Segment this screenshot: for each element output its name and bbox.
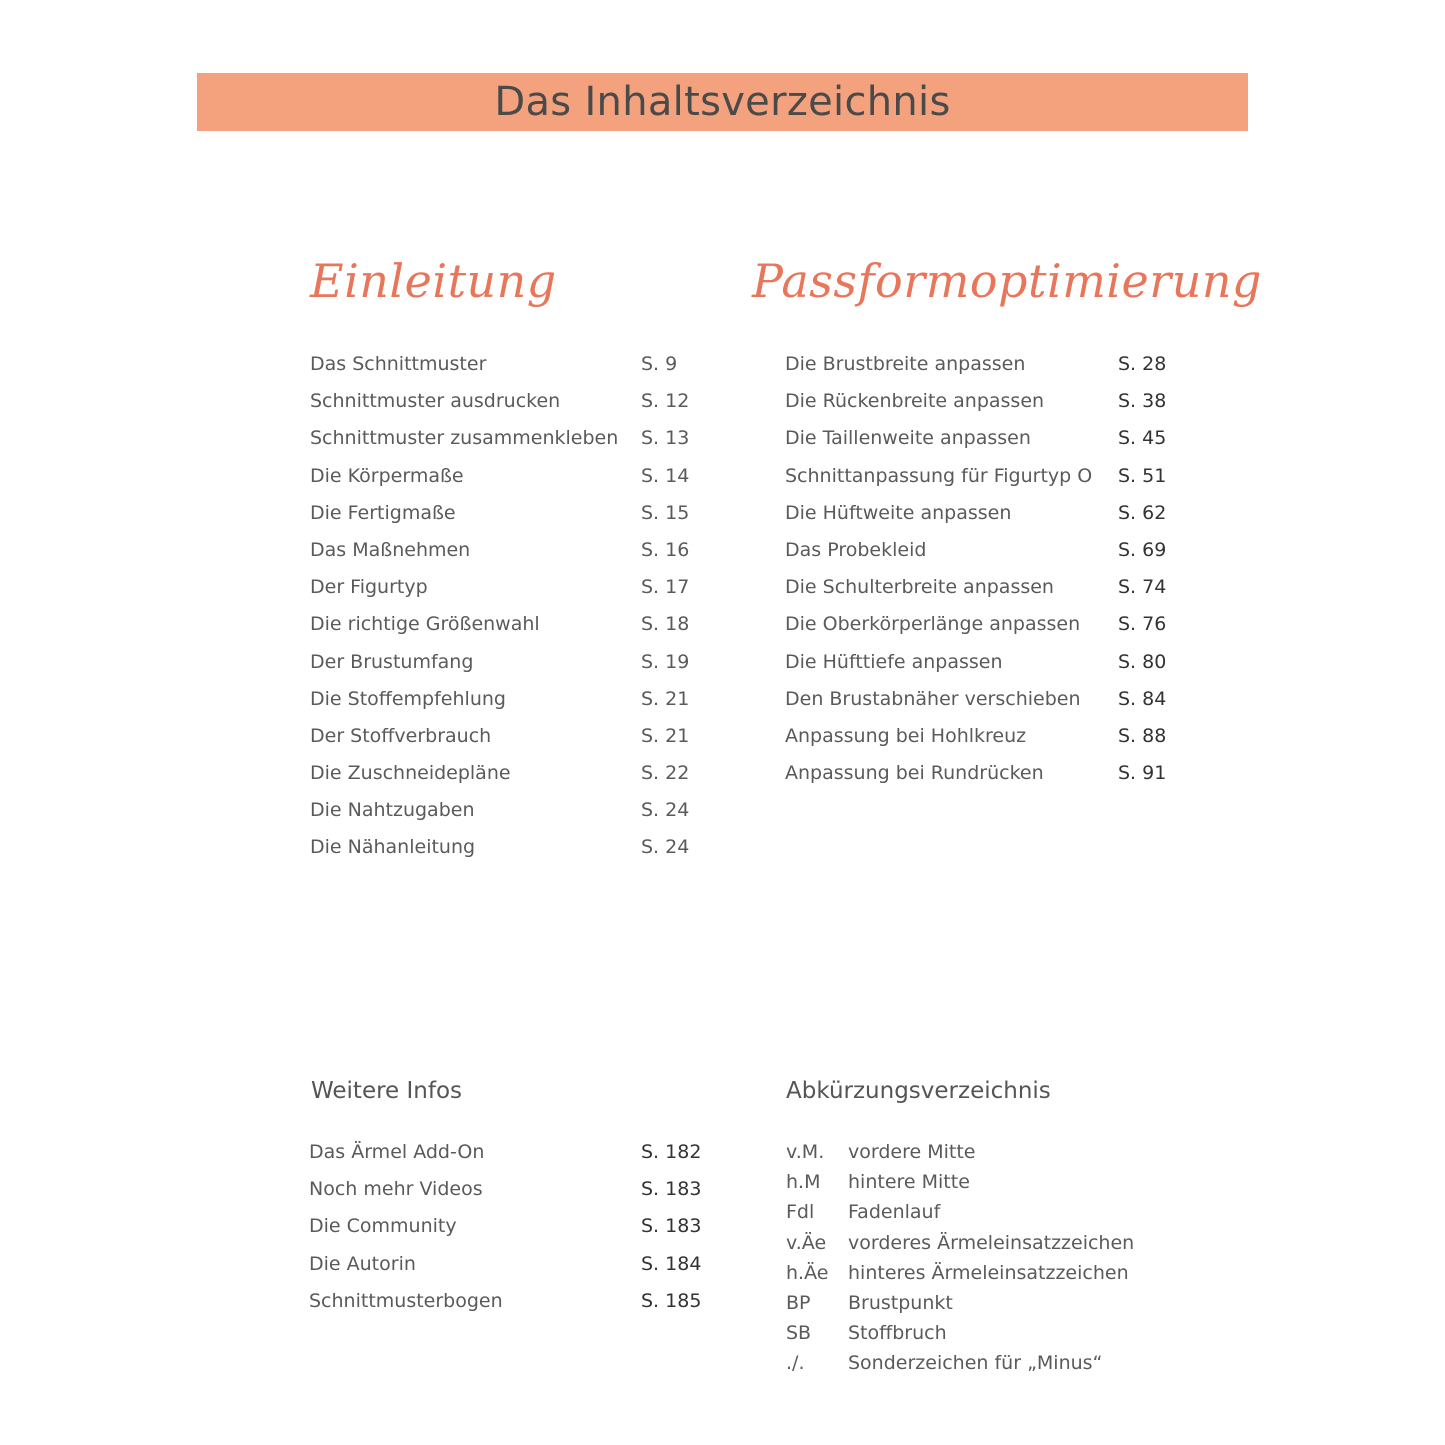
abbreviation-code: h.Äe [786,1261,829,1284]
toc-entry-page: S. 15 [641,501,690,524]
toc-entry-page: S. 80 [1118,650,1167,673]
toc-entry-label: Anpassung bei Rundrücken [785,762,1044,785]
abbreviation-meaning: vordere Mitte [848,1141,976,1163]
abbreviation-entry [786,1318,1206,1348]
toc-entry [785,458,1185,495]
toc-entry [785,718,1185,755]
toc-entry-label: Die Oberkörperlänge anpassen [785,613,1081,636]
abbreviation-meaning: hintere Mitte [848,1171,970,1194]
toc-entry-page: S. 9 [641,353,678,375]
toc-entry [309,1208,709,1245]
toc-entry [785,569,1185,606]
toc-entry [310,718,710,755]
abbreviation-entry [786,1258,1206,1288]
toc-entry-label: Die Taillenweite anpassen [785,427,1031,450]
toc-entry-page: S. 16 [641,538,690,561]
toc-entry-label: Schnittmuster zusammenkleben [310,427,619,450]
toc-entry-label: Der Stoffverbrauch [310,724,492,747]
abbreviation-code: v.M. [786,1141,825,1163]
passform-heading: Passformoptimierung [752,254,1262,308]
toc-entry-page: S. 28 [1118,353,1167,375]
toc-entry-page: S. 184 [641,1252,702,1275]
abbreviation-code: Fdl [786,1201,815,1224]
toc-entry-page: S. 182 [641,1141,702,1163]
toc-entry-label: Die Hüftweite anpassen [785,501,1012,524]
toc-entry [785,681,1185,718]
toc-entry-page: S. 21 [641,687,690,710]
toc-entry-page: S. 185 [641,1289,702,1312]
abbreviation-code: v.Äe [786,1231,827,1254]
toc-entry [309,1283,709,1320]
toc-entry-label: Den Brustabnäher verschieben [785,687,1081,710]
abbreviation-code: h.M [786,1171,821,1194]
abbreviation-list [786,1137,1206,1379]
einleitung-heading: Einleitung [310,254,557,308]
weitere-infos-heading: Weitere Infos [311,1078,463,1104]
abbreviation-meaning: Stoffbruch [848,1322,947,1345]
toc-entry-label: Die Zuschneidepläne [310,762,511,785]
abbreviation-entry [786,1348,1206,1378]
toc-entry-label: Der Brustumfang [310,650,474,673]
abbreviation-code: BP [786,1291,811,1314]
toc-entry-page: S. 24 [641,799,690,822]
toc-entry-page: S. 183 [641,1178,702,1201]
toc-entry-label: Die Community [309,1215,457,1238]
toc-entry-page: S. 17 [641,576,690,599]
title-banner [197,73,1248,131]
toc-entry-page: S. 183 [641,1215,702,1238]
toc-entry [310,569,710,606]
abkuerzungen-heading: Abkürzungsverzeichnis [786,1078,1051,1104]
toc-entry-label: Anpassung bei Hohlkreuz [785,724,1027,747]
toc-entry-label: Die Brustbreite anpassen [785,353,1026,375]
toc-entry [310,755,710,792]
toc-entry [785,644,1185,681]
toc-entry [310,346,710,383]
toc-entry [785,755,1185,792]
toc-entry-label: Das Probekleid [785,538,927,561]
toc-entry-page: S. 38 [1118,390,1167,413]
abbreviation-code: ./. [786,1352,805,1375]
toc-entry [310,792,710,829]
toc-entry-page: S. 12 [641,390,690,413]
toc-entry-page: S. 14 [641,464,690,487]
passform-list [785,346,1185,792]
toc-entry-label: Die Rückenbreite anpassen [785,390,1045,413]
toc-entry-label: Die richtige Größenwahl [310,613,540,636]
abbreviation-meaning: hinteres Ärmeleinsatzzeichen [848,1261,1129,1284]
toc-entry-page: S. 62 [1118,501,1167,524]
toc-entry-page: S. 91 [1118,762,1167,785]
abbreviation-entry [786,1288,1206,1318]
toc-entry [310,681,710,718]
toc-entry-page: S. 13 [641,427,690,450]
toc-entry-label: Der Figurtyp [310,576,428,599]
toc-entry-page: S. 22 [641,762,690,785]
abbreviation-meaning: Fadenlauf [848,1201,941,1224]
toc-entry-label: Das Schnittmuster [310,353,487,375]
toc-entry-page: S. 24 [641,836,690,859]
toc-entry-label: Schnittmusterbogen [309,1289,503,1312]
toc-entry [785,346,1185,383]
einleitung-list [310,346,710,867]
toc-entry-label: Das Ärmel Add-On [309,1141,485,1163]
toc-entry [309,1134,709,1171]
toc-entry-page: S. 84 [1118,687,1167,710]
toc-entry-label: Schnittmuster ausdrucken [310,390,561,413]
toc-entry-label: Die Fertigmaße [310,501,456,524]
toc-entry [785,420,1185,457]
toc-entry-page: S. 69 [1118,538,1167,561]
abbreviation-meaning: Sonderzeichen für „Minus“ [848,1352,1103,1375]
abbreviation-entry [786,1167,1206,1197]
toc-entry-page: S. 74 [1118,576,1167,599]
toc-entry [310,644,710,681]
toc-entry [309,1246,709,1283]
abbreviation-entry [786,1197,1206,1227]
toc-entry-page: S. 21 [641,724,690,747]
toc-entry-label: Die Stoffempfehlung [310,687,506,710]
abbreviation-meaning: vorderes Ärmeleinsatzzeichen [848,1231,1135,1254]
toc-entry [310,829,710,866]
toc-entry [785,606,1185,643]
abbreviation-entry [786,1137,1206,1167]
toc-entry-label: Die Nähanleitung [310,836,476,859]
toc-entry-label: Das Maßnehmen [310,538,471,561]
toc-entry [785,532,1185,569]
toc-entry-page: S. 88 [1118,724,1167,747]
toc-entry-label: Die Nahtzugaben [310,799,475,822]
toc-entry [309,1171,709,1208]
toc-entry-page: S. 45 [1118,427,1167,450]
abbreviation-meaning: Brustpunkt [848,1291,953,1314]
toc-entry-page: S. 76 [1118,613,1167,636]
toc-entry [785,383,1185,420]
toc-entry [310,606,710,643]
toc-entry [785,495,1185,532]
toc-entry-label: Die Schulterbreite anpassen [785,576,1054,599]
toc-entry [310,420,710,457]
toc-entry [310,458,710,495]
toc-entry-label: Schnittanpassung für Figurtyp O [785,464,1093,487]
toc-entry-label: Die Hüfttiefe anpassen [785,650,1003,673]
toc-entry-page: S. 19 [641,650,690,673]
toc-entry [310,383,710,420]
toc-entry [310,532,710,569]
toc-entry-label: Die Autorin [309,1252,416,1275]
toc-entry-label: Noch mehr Videos [309,1178,483,1201]
weitere-infos-list [309,1134,709,1320]
toc-entry [310,495,710,532]
page-title: Das Inhaltsverzeichnis [494,79,951,125]
abbreviation-code: SB [786,1322,812,1345]
toc-entry-page: S. 51 [1118,464,1167,487]
abbreviation-entry [786,1228,1206,1258]
toc-entry-page: S. 18 [641,613,690,636]
toc-entry-label: Die Körpermaße [310,464,464,487]
